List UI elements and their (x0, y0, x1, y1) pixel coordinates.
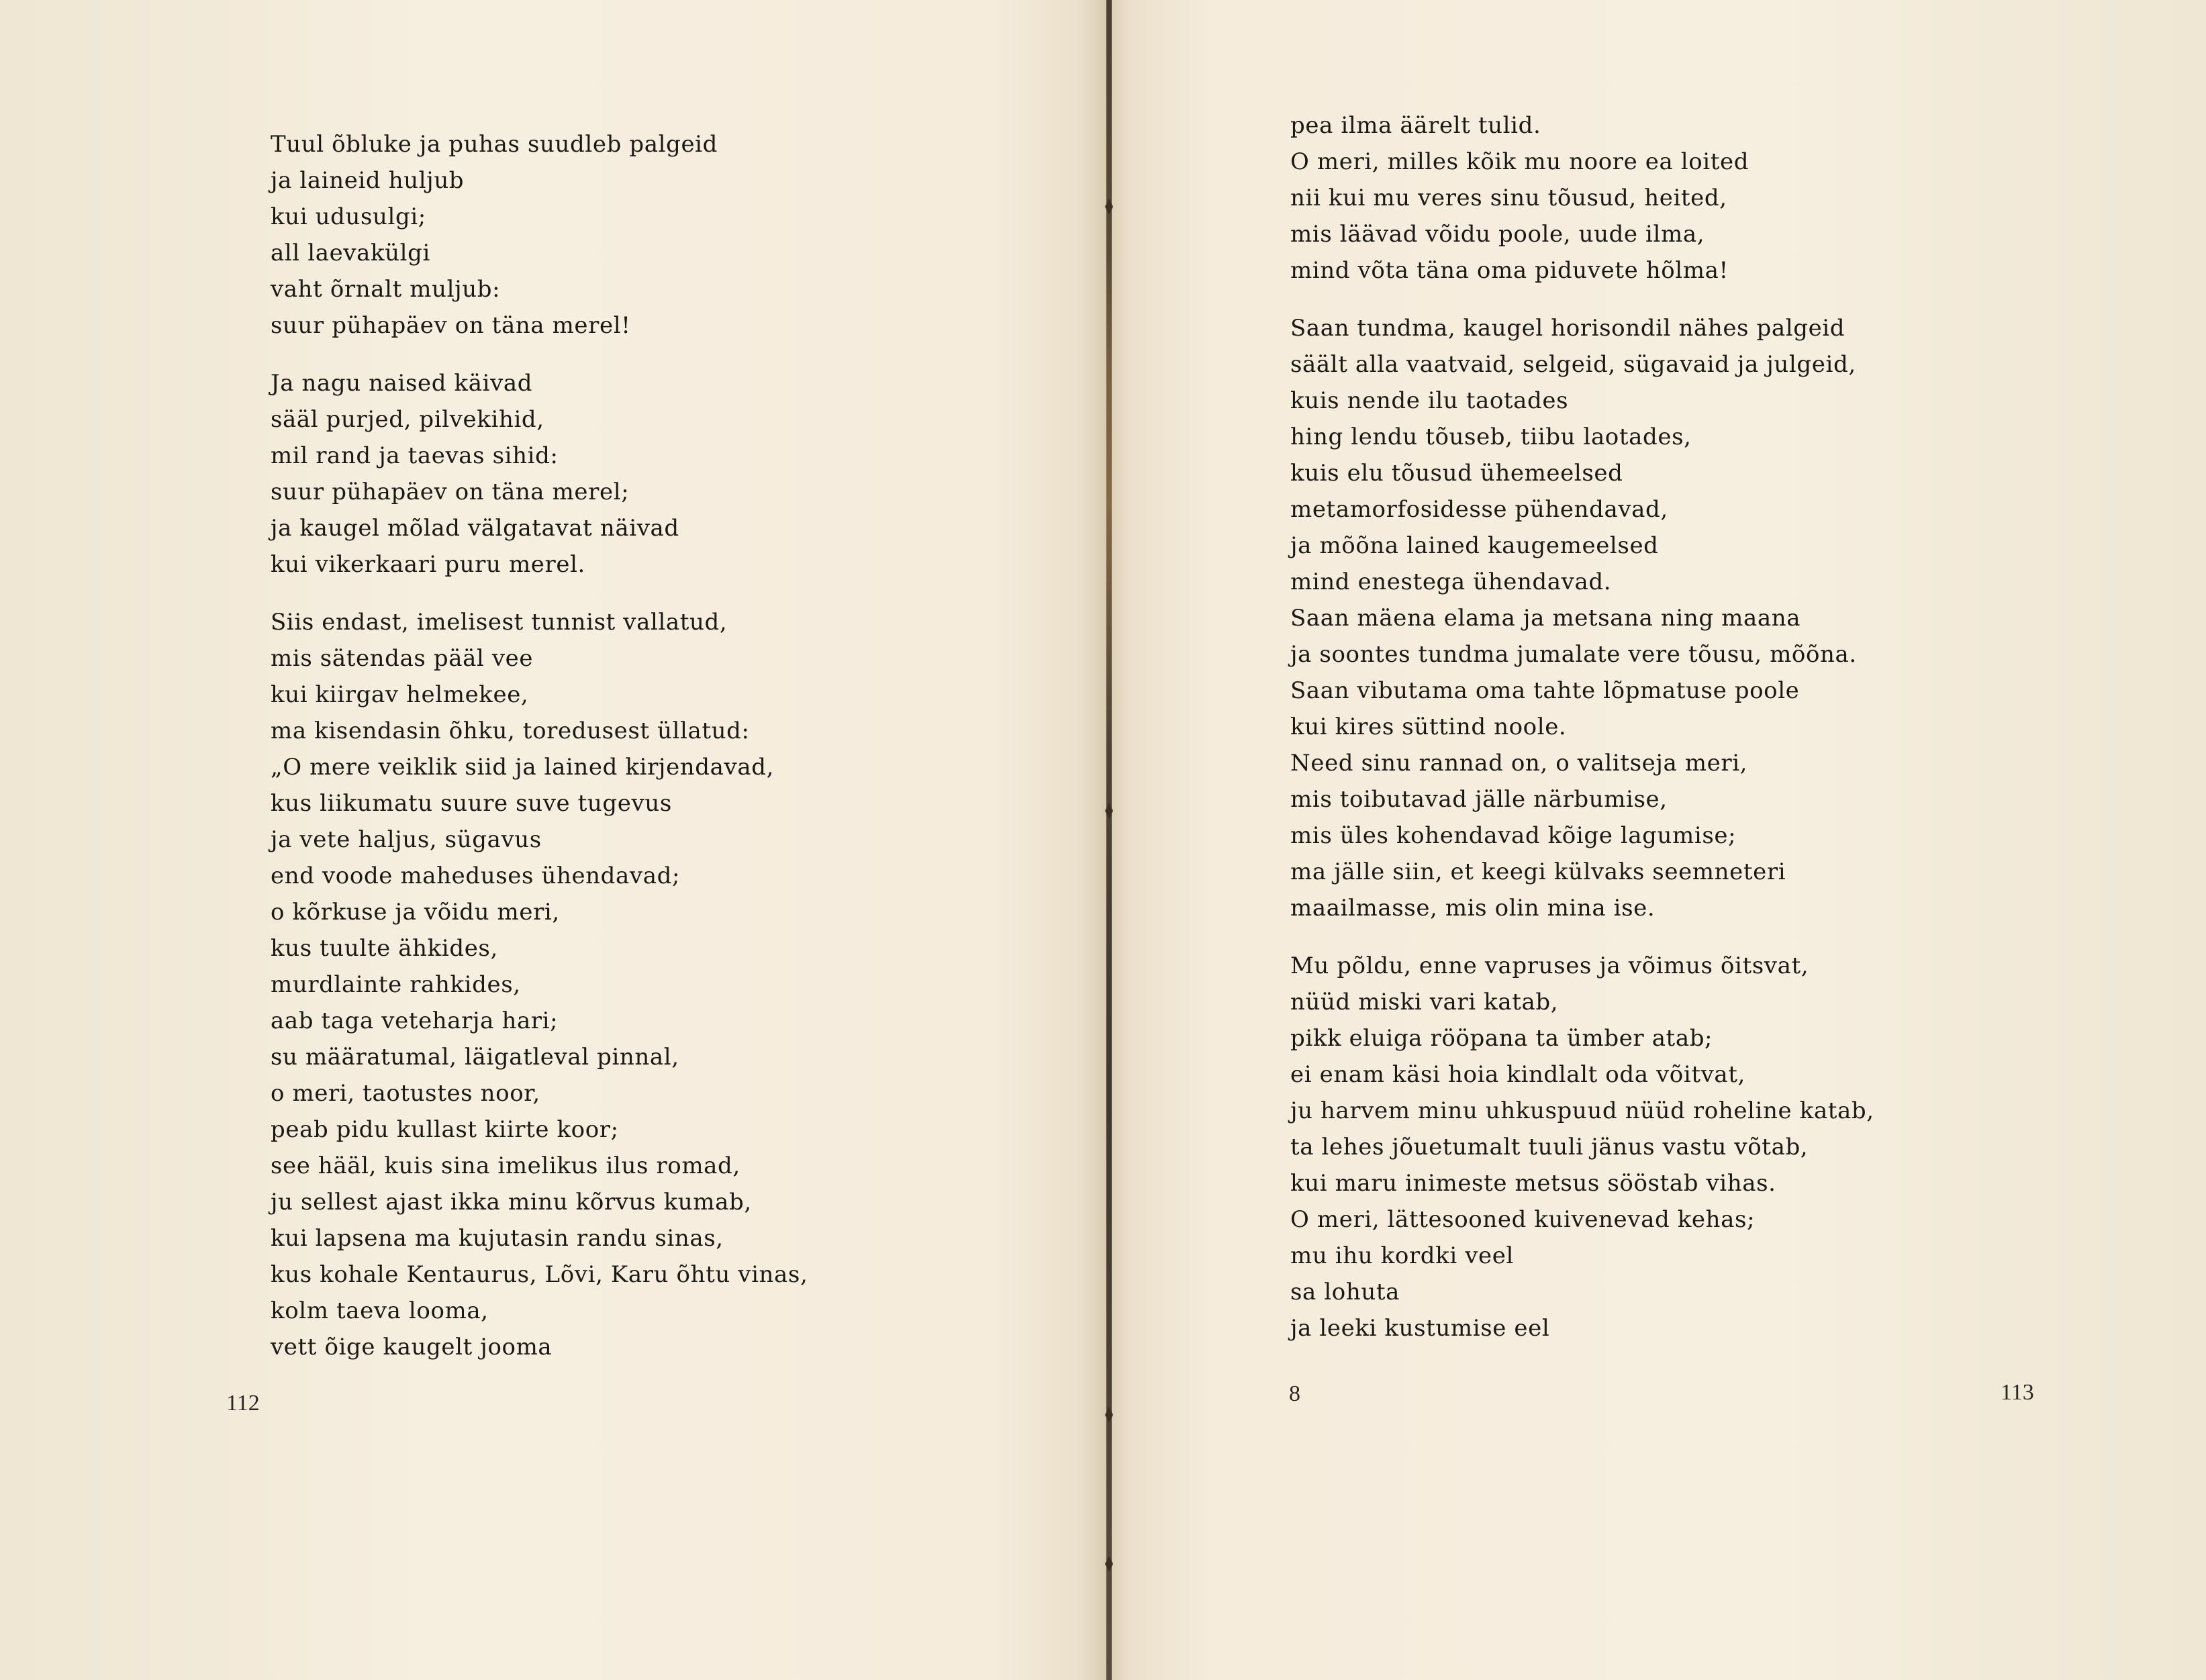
poem-stanza (1290, 107, 1874, 289)
poem-line: ja mõõna lained kaugemeelsed (1290, 532, 1659, 559)
poem-line: mind enestega ühendavad. (1290, 569, 1612, 595)
poem-line: o kõrkuse ja võidu meri, (271, 899, 560, 926)
poem-line: mind võta täna oma piduvete hõlma! (1290, 257, 1729, 284)
page-number-right: 113 (2001, 1380, 2034, 1405)
poem-text-right (1290, 107, 1874, 1368)
poem-line: nüüd miski vari katab, (1290, 989, 1559, 1016)
poem-line: mu ihu kordki veel (1290, 1242, 1514, 1269)
poem-line: pikk eluiga rööpana ta ümber atab; (1290, 1025, 1713, 1052)
poem-line: O meri, milles kõik mu noore ea loited (1290, 148, 1749, 175)
poem-line: mis läävad võidu poole, uude ilma, (1290, 221, 1705, 248)
poem-line: Saan tundma, kaugel horisondil nähes palgeid (1290, 315, 1845, 342)
poem-line: kus tuulte ähkides, (271, 935, 498, 962)
poem-line: ma kisendasin õhku, toredusest üllatud: (271, 718, 750, 744)
poem-line: Tuul õbluke ja puhas suudleb palgeid (271, 131, 718, 158)
poem-line: ja soontes tundma jumalate vere tõusu, mõõna. (1290, 641, 1857, 668)
poem-line: kuis elu tõusud ühemeelsed (1290, 460, 1623, 487)
poem-line: sääl purjed, pilvekihid, (271, 406, 544, 433)
poem-line: kus kohale Kentaurus, Lõvi, Karu õhtu vinas, (271, 1261, 808, 1288)
poem-line: hing lendu tõuseb, tiibu laotades, (1290, 424, 1692, 450)
poem-line: pea ilma äärelt tulid. (1290, 112, 1541, 139)
poem-line: end voode maheduses ühendavad; (271, 862, 680, 889)
signature-mark: 8 (1289, 1381, 1300, 1406)
poem-line: kui kiirgav helmekee, (271, 681, 529, 708)
poem-line: kolm taeva looma, (271, 1297, 489, 1324)
poem-line: mil rand ja taevas sihid: (271, 442, 559, 469)
poem-line: Saan mäena elama ja metsana ning maana (1290, 605, 1801, 632)
poem-line: Siis endast, imelisest tunnist vallatud, (271, 609, 728, 636)
poem-line: vaht õrnalt muljub: (271, 276, 501, 303)
poem-line: o meri, taotustes noor, (271, 1080, 540, 1107)
poem-line: sa lohuta (1290, 1279, 1400, 1305)
poem-line: see hääl, kuis sina imelikus ilus romad, (271, 1152, 740, 1179)
poem-line: mis sätendas pääl vee (271, 645, 534, 672)
poem-line: kus liikumatu suure suve tugevus (271, 790, 672, 817)
poem-line: suur pühapäev on täna merel! (271, 312, 631, 339)
poem-line: ju sellest ajast ikka minu kõrvus kumab, (271, 1189, 752, 1216)
poem-line: ei enam käsi hoia kindlalt oda võitvat, (1290, 1061, 1745, 1088)
poem-line: „O mere veiklik siid ja lained kirjendavad, (271, 754, 774, 781)
poem-stanza (271, 604, 808, 1365)
poem-line: O meri, lättesooned kuivenevad kehas; (1290, 1206, 1756, 1233)
poem-line: kui lapsena ma kujutasin randu sinas, (271, 1225, 724, 1252)
poem-line: Ja nagu naised käivad (271, 370, 533, 397)
poem-line: Mu põldu, enne vapruses ja võimus õitsvat, (1290, 952, 1809, 979)
poem-line: ja leeki kustumise eel (1290, 1315, 1550, 1342)
poem-line: ta lehes jõuetumalt tuuli jänus vastu võtab, (1290, 1134, 1809, 1160)
poem-line: kui vikerkaari puru merel. (271, 551, 585, 578)
poem-line: ju harvem minu uhkuspuud nüüd roheline katab, (1290, 1097, 1874, 1124)
poem-line: kui udusulgi; (271, 203, 426, 230)
poem-line: kuis nende ilu taotades (1290, 387, 1569, 414)
poem-line: nii kui mu veres sinu tõusud, heited, (1290, 185, 1727, 211)
poem-line: murdlainte rahkides, (271, 971, 521, 998)
poem-line: kui maru inimeste metsus sööstab vihas. (1290, 1170, 1776, 1197)
poem-text-left (271, 126, 808, 1387)
poem-line: Need sinu rannad on, o valitseja meri, (1290, 750, 1748, 777)
poem-line: su määratumal, läigatleval pinnal, (271, 1044, 679, 1071)
poem-line: Saan vibutama oma tahte lõpmatuse poole (1290, 677, 1800, 704)
poem-line: ma jälle siin, et keegi külvaks seemneteri (1290, 858, 1786, 885)
poem-line: maailmasse, mis olin mina ise. (1290, 895, 1656, 922)
poem-line: mis üles kohendavad kõige lagumise; (1290, 822, 1737, 849)
poem-line: suur pühapäev on täna merel; (271, 479, 630, 505)
poem-line: all laevakülgi (271, 240, 430, 266)
poem-line: säält alla vaatvaid, selgeid, sügavaid ja julgeid, (1290, 351, 1856, 378)
poem-line: ja kaugel mõlad välgatavat näivad (271, 515, 679, 542)
poem-stanza (1290, 948, 1874, 1346)
right-page (1108, 0, 2206, 1680)
poem-line: ja vete haljus, sügavus (271, 826, 542, 853)
page-number-left: 112 (226, 1391, 260, 1416)
poem-line: mis toibutavad jälle närbumise, (1290, 786, 1668, 813)
poem-line: ja laineid huljub (271, 167, 465, 194)
poem-line: vett õige kaugelt jooma (271, 1334, 553, 1361)
poem-stanza (271, 126, 808, 344)
poem-stanza (1290, 310, 1874, 926)
poem-stanza (271, 365, 808, 583)
poem-line: kui kires süttind noole. (1290, 713, 1567, 740)
poem-line: metamorfosidesse pühendavad, (1290, 496, 1668, 523)
poem-line: peab pidu kullast kiirte koor; (271, 1116, 619, 1143)
poem-line: aab taga veteharja hari; (271, 1007, 559, 1034)
